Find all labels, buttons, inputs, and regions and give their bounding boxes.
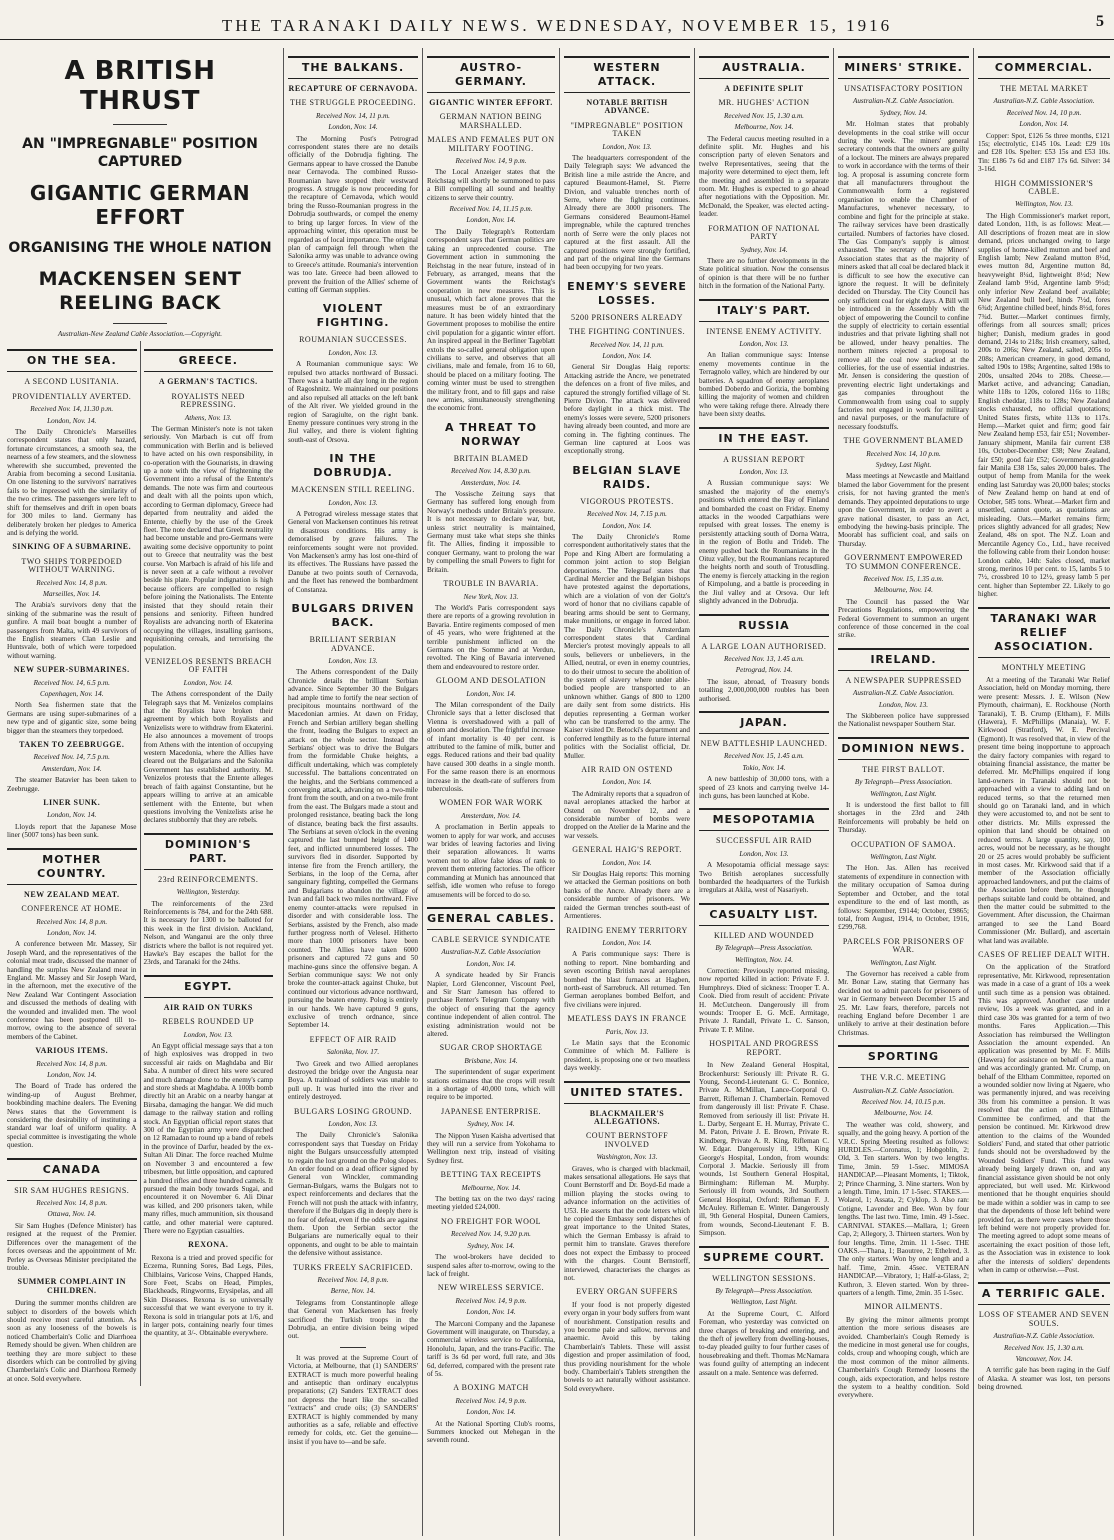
placeline: London, Nov. 14. — [466, 1308, 516, 1317]
placeline: London, Nov. 13. — [739, 849, 789, 858]
section-title: NEW SUPER-SUBMARINES. — [13, 665, 130, 675]
article-text: The Milan correspondent of the Daily Chronicle says that a letter disclosed that Vienna is overshadowed with a pall of gloom and desolation. The frightful increase of infant mortality is 40 per cent. is attributed to the famine of milk, butter and eggs. Reduced rations and their bad quality have caused 300 deaths in a single month. For the same reason there is an enormous increase in the death-rate of sufferers from tuberculosis. — [427, 700, 555, 794]
placeline: London, Nov. 14. — [466, 1408, 516, 1417]
section-title: MESOPOTAMIA — [699, 808, 829, 831]
article-text: Sir Douglas Haig reports: This morning we attacked the German positions on both banks of the Ancre. Already there are a considerable number of prisoners. We raided the German trenches south-east of Armentieres. — [564, 870, 690, 921]
placeline: Marseilles, Nov. 14. — [42, 589, 101, 598]
article-text: A Roumanian communique says: We repulsed two attacks northward of Bussaci. There was a battle all day long in the region of Ragoshnitz. We maintained our positions and also repulsed all attacks on the left bank of the Alt river. We yielded ground in the region of Saragiulte, on the right bank. Enemy pressure continues very strong in the Jiul valley, and there is violent fighting south-east of Orsova. — [288, 360, 418, 444]
column-commercial — [973, 48, 1114, 1536]
article-text: The Council has passed the War Precautions Regulations, empowering the Federal Government to summon an urgent conference of those concerned in the coal strike. — [838, 597, 969, 640]
article-text: A Paris communique says: There is nothing to report. Nine bombarding and seven escorting British naval aeroplanes bombed the blast furnaces at Hagben, north-east of Sarrebruck. All returned. Ten German aeroplanes bombed Belfort, and five civilians were injured. — [564, 950, 690, 1009]
section-title: AIR RAID ON OSTEND — [581, 765, 673, 774]
placeline: Washington, Nov. 13. — [596, 1153, 658, 1162]
dateline: Received Nov. 14, 11 p.m. — [590, 340, 664, 349]
article-text: A Mesopotamia official message says: Two British aeroplanes successfully bombarded the headquarters of the Turkish irregulars at Akila, west of Nasariyeh. — [699, 861, 829, 895]
dateline: Received Nov. 14, 8 p.m. — [36, 578, 108, 587]
section-title: MINERS' STRIKE. — [838, 56, 969, 79]
section-sub: SUCCESSFUL AIR RAID — [716, 836, 812, 846]
section-title: MEATLESS DAYS IN FRANCE — [567, 1014, 687, 1024]
placeline: London, Nov. 14. — [466, 216, 516, 225]
article-text: Le Matin says that the Economic Committee of which M. Falliere is president, is proposing one or two meatless days weekly. — [564, 1038, 690, 1073]
section-sub: 5200 PRISONERS ALREADY — [571, 312, 683, 322]
section-title: OCCUPATION OF SAMOA. — [850, 839, 957, 849]
section-sub: BRILLIANT SERBIAN ADVANCE. — [309, 635, 397, 653]
section-title: VARIOUS ITEMS. — [35, 1046, 109, 1056]
placeline: London, Nov. 14. — [47, 811, 97, 820]
article-text: The headquarters correspondent of the Daily Telegraph says: We advanced the British line a mile astride the Ancre, and captured Beaumont-Hamel, St. Pierre Divion, and valuable trenches north of Serre, where the fighting continues. Already there are 3000 prisoners. The Germans considered Beaumont-Hamel impregnable, while the captured trenches north of Serre were the only places not captured at the first assault. All the captured positions were strongly fortified, and part of the original line the Germans had been occupying for two years. — [564, 154, 690, 272]
placeline: London, Nov. 13. — [328, 348, 378, 357]
section-sub: PROVIDENTIALLY AVERTED. — [12, 391, 132, 401]
section-title: AUSTRALIA. — [699, 56, 829, 79]
dateline: Received Nov. 14, 11 p.m. — [316, 111, 390, 120]
section-title: CANADA — [7, 1158, 137, 1181]
section-title: VIOLENT FIGHTING. — [316, 302, 390, 330]
dateline: Received Nov. 14, 10 p.m. — [866, 449, 941, 458]
dateline: Received Nov. 15, 1.30 a.m. — [724, 111, 804, 120]
placeline: Melbourne, Nov. 14. — [874, 586, 933, 595]
placeline: Melbourne, Nov. 14. — [734, 123, 794, 132]
placeline: London, Nov. 14. — [183, 678, 233, 687]
section-title: TAKEN TO ZEEBRUGGE. — [19, 740, 125, 750]
placeline: Sydney, Nov. 14. — [467, 1241, 515, 1250]
placeline: London, Nov. 14. — [602, 351, 652, 360]
placeline: Wellington, Nov. 14. — [734, 955, 794, 964]
article-text: Copper: Spot, £126 5s three months, £121 15s; electrolytic, £145 10s. Lead: £29 10s and £28 10s. Spelter: £53 15s and £53 10s. Tin: £186 7s 6d and £187 17s 6d. Silver: 34 3-16d. — [978, 131, 1110, 174]
placeline: Tokio, Nov. 14. — [742, 763, 786, 772]
section-title: SUPREME COURT. — [699, 1246, 829, 1269]
placeline: Amsterdam, Nov. 14. — [461, 811, 521, 820]
section-title: AUSTRO-GERMANY. — [427, 56, 555, 93]
section-title: COMMERCIAL. — [978, 56, 1110, 79]
placeline: London, Nov. 14. — [466, 959, 516, 968]
section-sub: CABLE SERVICE SYNDICATE — [431, 934, 551, 944]
column-austro-germany — [422, 48, 559, 1536]
dateline: Received Nov. 14, 7.5 p.m. — [33, 753, 110, 762]
section-sub: 23rd REINFORCEMENTS. — [158, 874, 259, 884]
section-title: TARANAKI WAR RELIEF ASSOCIATION. — [978, 607, 1110, 658]
section-title: JAPAN. — [699, 711, 829, 734]
placeline: London, Nov. 14. — [602, 521, 652, 530]
section-sub: BLACKMAILER'S ALLEGATIONS. — [589, 1108, 665, 1126]
article-text: The wool-brokers have decided to suspend sales after to-morrow, owing to the lack of freight. — [427, 1253, 555, 1278]
section-sub: WELLINGTON SESSIONS. — [712, 1273, 816, 1283]
article-text: At the National Sporting Club's rooms, Summers knocked out Mehegan in the seventh round. — [427, 1419, 555, 1445]
section-title: ENEMY'S SEVERE LOSSES. — [567, 279, 687, 307]
article-text: The Morning Post's Petrograd correspondent states there are no details officially of the Dobrudja fighting. The Germans appear to have crossed the Danube near Cernavoda. The combined Russo-Roumanian have stopped their westward progress. A struggle is now proceeding for the recapture of Cernavoda, which would bring the Russo-Roumanian progress in the Dobrudja southwards, or compel the enemy to bring up larger forces. In view of the approaching winter, this operation must be regarded as of local importance. The original plan of campaign fell through when the Salonika army was unable to advance owing to Greece's attitude. Roumania's intervention was too late. Greece had been allowed to prevent the fruition of the Allies' scheme of cutting off German supplies. — [288, 134, 418, 294]
article-text: North Sea fishermen state that the Germans are using super-submarines of a new type and of gigantic size, some being bigger than the steamers they torpedoed. — [7, 701, 137, 735]
article-text: The steamer Batavier has been taken to Zeebrugge. — [7, 776, 137, 793]
banner-headline: A BRITISH THRUST — [64, 56, 216, 116]
section-title: EVERY ORGAN SUFFERS — [576, 1287, 678, 1297]
article-text: A conference between Mr. Massey, Sir Joseph Ward, and the representatives of the colonial meat trade, discussed the manner of handling the surplus New Zealand meat in England. Mr. Massey and Sir Joseph Ward, in the afternoon, met the executive of the New Zealand War Contingent Association and discussed the methods of dealing with the wounded and invalided men. The wool conference has been postponed till to-morrow, owing to the absence of several members of the Cabinet. — [7, 940, 137, 1041]
placeline: London, Nov. 13. — [739, 468, 789, 476]
section-title: HOSPITAL AND PROGRESS REPORT. — [709, 1039, 819, 1057]
section-sub: THE FIRST BALLOT. — [862, 764, 945, 774]
section-title: TURKS FREELY SACRIFICED. — [292, 1262, 414, 1272]
section-sub: COUNT BERNSTOFF INVOLVED — [585, 1131, 669, 1149]
section-title: DOMINION'S PART. — [144, 833, 274, 870]
article-text: At the Supreme Court, C. Alford Foreman, who yesterday was convicted on three charges of breaking and entering, and the theft of jewellery from dwelling-houses, to-day pleaded guilty to four further cases of housebreaking and theft. Thomas McNamara was found guilty of attempting an indecent assault on a male. Sentence was deferred. — [699, 1309, 829, 1377]
placeline: Melbourne, Nov. 14. — [461, 1183, 521, 1192]
dateline: Received Nov. 14, 8 p.m. — [317, 1275, 389, 1284]
placeline: London, Nov. 13. — [739, 339, 789, 348]
section-sub: A DEFINITE SPLIT — [724, 84, 804, 93]
column-australia — [694, 48, 833, 1536]
article-text: The betting tax on the two days' racing meeting yielded £24,000. — [427, 1195, 555, 1212]
article-text: If your food is not properly digested every organ in your body suffers from want of nourishment. Constipation results and you become pale and sallow, nervous and anaemic. Avoid this by taking Chamberlain's Tablets. These will assist digestion and proper assimilation of food, thus providing nourishment for the whole body. Chamberlain's Tablets strengthen the bowels to act naturally without assistance. Sold everywhere. — [564, 1300, 690, 1393]
column-balkans — [283, 48, 422, 1536]
placeline: Wellington, Last Night. — [870, 853, 937, 862]
placeline: New York, Nov. 13. — [463, 592, 519, 601]
placeline: London, Nov. 13. — [328, 1120, 378, 1129]
placeline: London, Nov. 14. — [466, 689, 516, 698]
placeline: London, Nov. 14. — [47, 928, 97, 937]
dateline: Received Nov. 15, 1.35 a.m. — [863, 574, 944, 583]
placeline: London, Nov. 14. — [602, 938, 652, 947]
divider — [113, 323, 167, 324]
section-title: A BOXING MATCH — [453, 1383, 529, 1393]
article-text: The World's Paris correspondent says there are reports of a growing revolution in Bavaria. Entire regiments composed of men of 45 years, who were frightened at the terrible punishment inflicted on the Germans on the Somme and at Verdun, revolted. The King of Bavaria intervened them and endeavoured to restore order. — [427, 603, 555, 671]
article-text: The reinforcements of the 23rd Reinforcements is 784, and for the 24th 688. It is necessary for 1300 to be balloted for this week in the first division. Auckland, Nelson, and Wanganui are the only three districts where the ballot is not required yet. Hawke's Bay escapes the ballot for the 23rds, and Taranaki for the 24ths. — [143, 899, 273, 967]
section-title: A TERRIFIC GALE. — [978, 1282, 1110, 1305]
dateline: Received Nov. 15, 1.45 a.m. — [724, 752, 804, 761]
placeline: Sydney, Nov. 14. — [879, 108, 928, 117]
section-sub: TWO SHIPS TORPEDOED WITHOUT WARNING. — [21, 556, 123, 575]
section-title: THE GOVERNMENT BLAMED — [843, 436, 964, 446]
column-miners-strike — [833, 48, 973, 1536]
section-sub: A NEWSPAPER SUPPRESSED — [845, 675, 962, 685]
section-title: CASES OF RELIEF DEALT WITH. — [978, 949, 1110, 959]
dateline: Received Nov. 14, 7.15 p.m. — [587, 510, 667, 519]
section-title: BETTING TAX RECEIPTS — [440, 1170, 542, 1180]
section-title: NEW WIRELESS SERVICE. — [437, 1283, 545, 1293]
placeline: Wellington, Last Night. — [870, 958, 937, 967]
article-text: The Athens correspondent of the Daily Chronicle details the brilliant Serbian advance. Since September 30 the Bulgars had ample time to fortify the near section of precipitous mountains northward of the Macedonian armies. At dawn on Friday, French and Serbian artillery began shelling the front, leading the Bulgars to expect an attack on the whole sector. Instead the Serbians' object was to drive the Bulgars from the formidable Chuke heights, a difficult undertaking, which was completely successful. The battalions concentrated on the heights, and the Serbians commenced a converging attack, advancing on a two-mile front from the south, and on a two-mile front from the east. The Bulgars made a stout and prolonged resistance, beating back the long of distance, beating back the first assaults. The Serbians at seven o'clock in the evening captured the last bumped height of 1400 feet, and inflicted unnumbered losses. The survivors fled in disorder. Supported by intense fire from the French artillery, the Serbians, in the loop of the Cerna, after sanguinary fighting, compelled the Germans and Bulgarians to abandon the village of Ivan and fall back two miles northward. Five enemy counter-attacks were repulsed in disorder and with considerable loss. The Serbians, assisted by the French, also made further progress north of Velesel. Hitherto more than 1000 prisoners have been counted. The Allies have taken 6000 prisoners and captured 72 guns and 50 machine-guns since the offensive began. A Serbian communique says: We not only broke the counter-attack against Chuke, but continued our victorious advance northward, pursuing the beaten enemy. Polog is entirely in our hands. We have captured 9 guns, exclusive of trench ordnance, since September 14. — [288, 668, 418, 1030]
placeline: Brisbane, Nov. 14. — [464, 1056, 518, 1065]
article-text: A terrific gale has been raging in the Gulf of Alaska. A steamer was lost, ten persons being drowned. — [978, 1366, 1110, 1392]
section-sub: ROUMANIAN SUCCESSES. — [299, 335, 407, 345]
placeline: London, Nov. 13. — [328, 498, 378, 507]
column-1-split — [4, 341, 276, 1386]
placeline: Vancouver, Nov. 14. — [1015, 1355, 1073, 1364]
section-sub: A RUSSIAN REPORT — [723, 454, 805, 464]
dateline: Received Nov. 14, 8 p.m. — [36, 917, 108, 926]
placeline: London, Nov. 14. — [1019, 120, 1069, 129]
section-sub: VIGOROUS PROTESTS. — [580, 496, 674, 506]
section-sub: SIR SAM HUGHES RESIGNS. — [14, 1185, 130, 1195]
placeline: Petrograd, Nov. 14. — [735, 666, 793, 675]
article-text: The Admiralty reports that a squadron of naval aeroplanes attacked the harbor at Ostend on November 12, and a considerable number of bombs were dropped on the Atelier de la Marine and the war vessels. — [564, 789, 690, 840]
placeline: Sydney, Nov. 14. — [467, 1120, 515, 1129]
dateline: Received Nov. 14, 8.30 p.m. — [451, 467, 531, 476]
placeline: Amsterdam, Nov. 14. — [41, 764, 102, 773]
column-1 — [0, 48, 280, 1536]
article-text: Lloyds report that the Japanese Mose liner (5007 tons) has been sunk. — [7, 822, 137, 840]
article-text: An Egypt official message says that a ton of high explosives was dropped in two successful air raids on Maghdaba and Bir Saba. A number of direct hits were secured and much damage done to the enemy's camp and store sheds at Maghdaba. A 100lb bomb directly hit an Arabic on a nearby hangar at Birsaba, damaging the hangar. We did much damage to the railway station and rolling stock. An Egyptian official report states that 300 of the Egyptian army were dispatched on 12 Ramadan to round up a band of rebels in the province of Darfur, headed by the ex-Sultan Ali Dinar. The force reached Mulme on November 3 and encountered a few tribesmen, but little opposition, and captured a hundred rifles and three hundred camels. It pursued the main body towards Sugai, and encountered it on November 6. Ali Dinar was killed, and 200 prisoners taken, while many rifles, much ammunition, six thousand cattle, and other material were captured. There were no Egyptian casualties. — [143, 1042, 273, 1235]
placeline: London, Nov. 13. — [183, 1030, 233, 1039]
article-text: There are no further developments in the State political situation. Now the consensus of opinion is that there will be no further hitch in the formation of the National Party. — [699, 256, 829, 291]
column-western-attack — [559, 48, 694, 1536]
dateline: Received Nov. 14, 6.5 p.m. — [33, 678, 110, 687]
credit-line: By Telegraph—Press Association. — [715, 1287, 813, 1296]
article-text: Two Greek and two Allied aeroplanes destroyed the bridge over the Angusta near Boya. A trainload of soldiers was unable to pull up. It was hurled into the river and entirely destroyed. — [288, 1059, 418, 1102]
dateline: Received Nov. 14, 8 p.m. — [36, 1059, 108, 1068]
section-sub: MR. HUGHES' ACTION — [718, 98, 810, 108]
placeline: Athens, Nov. 13. — [184, 413, 232, 422]
section-title: JAPANESE ENTERPRISE. — [441, 1106, 541, 1116]
section-title: HIGH COMMISSIONER'S CABLE. — [994, 178, 1094, 197]
section-title: WOMEN FOR WAR WORK — [439, 798, 543, 808]
section-title: WESTERN ATTACK. — [564, 56, 690, 93]
article-text: A Petrograd wireless message states that General von Mackensen continues his retreat in disastrous conditions. His army is demoralised by grave failures. The reinforcements sought were not provided. Von Mackensen's army has lost one-third of its effectives. The Russians have passed the Danube at two points south of Cernavoda, and the fleet has renewed the bombardment of Constanza. — [288, 510, 418, 594]
article-text: The Arabia's survivors deny that the sinking of the submarine was the result of gunfire. A mail boat bought a number of passengers from Malta, with 49 survivors of the English steamers Clan Leslie and Huntsvale, both of which were torpedoed without warning. — [7, 601, 137, 660]
section-title: VENIZELOS RESENTS BREACH OF FAITH — [144, 657, 272, 675]
section-title: UNITED STATES. — [564, 1081, 690, 1104]
dateline: Received Nov. 14, 9 p.m. — [455, 1296, 527, 1305]
section-title: GREECE. — [144, 349, 274, 372]
article-text: In New Zealand General Hospital, Brockenhurst: Seriously ill: Private R. G. Young, Second-Lieutenant G. C. Bonnice, Private A. McMillan, Lance-Corporal O. Barrett, Rifleman J. Chamberlain. Removed from dangerously ill list: Private F. Chase. Removed from seriously ill list: Private H. L. Darby, Sergeant E. H. Murray, Private C. M. Paton, Private J. E. Brown, Private R. Kindberg, Private A. R. King, Rifleman C. W. Edgar. Dangerously ill, 19th, King George's Hospital, London, from wounds: Corporal J. Mackie. Seriously ill from wounds, 1st Southern General Hospital, Birmingham: Rifleman M. Murphy. Seriously ill from wounds, 3rd Southern General Hospital, Oxford: Rifleman F. J. McAuley. Rifleman E. Winter. Dangerously ill, 9th General Hospital, Duneen Camiers, from wounds, Second-Lieutenant F. B. Simpson. — [699, 1061, 829, 1238]
article-text: The Nippon Yusen Kaisha advertised that they will run a service from Yokohama to Wellington next trip, instead of visiting Sydney first. — [427, 1131, 555, 1165]
placeline: Ottawa, Nov. 14. — [47, 1210, 96, 1219]
placeline: London, Nov. 14. — [602, 778, 652, 787]
divider — [113, 124, 167, 125]
article-text: It was proved at the Supreme Court of Victoria, at Melbourne, that (1) SANDERS' EXTRACT is much more powerful healing and antiseptic than ordinary eucalyptus preparations; (2) Sanders 'EXTRACT does not depress the heart like the so-called "extracts" and crude oils; (3) SANDERS' EXTRACT is highly commended by many authorities as a safe, reliable and effective remedy for colds, etc. Get the genuine—insist if you have to—and be safe. — [288, 1353, 418, 1446]
section-title: THE BALKANS. — [288, 56, 418, 79]
article-text: The Athens correspondent of the Daily Telegraph says that M. Venizelos complains that the Royalists have broken their agreement by which both Royalists and Venizelists were to withdraw from Ekaterini. He also announces a movement of troops from Athens with the intention of occupying western Macedonia, where the Allies have cleared out the Bulgarians and the Salonika Government has established authority. M. Venizelos protests that the Entente alleges breach of faith against Constantine, but he appears willing to arrive at an amicable settlement with the Entente, but when questions involving the Venizelists arise he declares stubbornly that they are rebels. — [143, 690, 273, 825]
section-title: BELGIAN SLAVE RAIDS. — [572, 463, 682, 491]
section-sub: RECAPTURE OF CERNAVODA. — [288, 84, 418, 93]
article-text: Correction: Previously reported missing, now reported killed in action: Private F. J. Humphreys. Died of sickness: Trooper T. A. Cook. Died from result of accident: Private H. McCutcheon. Dangerously ill from wounds: Trooper E. G. McE. Armitage, Private J. Randall, Private L. C. Sanson, Private T. P. Milne. — [699, 967, 829, 1034]
section-sub: GERMAN NATION BEING MARSHALLED. — [439, 112, 543, 130]
section-sub: GIGANTIC WINTER EFFORT. — [429, 98, 553, 107]
section-title: RUSSIA — [699, 614, 829, 637]
placeline: Wellington, Last Night. — [870, 789, 937, 798]
placeline: Amsterdam, Nov. 14. — [461, 478, 521, 487]
section-title: NO FREIGHT FOR WOOL — [440, 1216, 542, 1226]
banner-subhead-4: MACKENSEN SENT REELING BACK — [38, 268, 242, 314]
placeline: Wellington, Nov. 13. — [1014, 200, 1074, 209]
section-title: BULGARS DRIVEN BACK. — [291, 602, 415, 630]
section-title: MOTHER COUNTRY. — [7, 848, 137, 885]
section-sub: AIR RAID ON TURKS — [163, 1002, 253, 1012]
article-text: The Daily Chronicle's Salonika correspondent says that Tuesday on Friday night the Bulgars unsuccessfully attempted to regain the lost ground on the Polog slopes. An order found on a dead officer signed by General von Winckler, commanding German-Bulgars, warns the Bulgars not to expect reinforcements and declares that the French will not push the attack with infantry, therefore if the Bulgars dig in deeply there is no fear of defeat, even if the odds are against them. Upon the Serbian sector the Bulgarians are numerically equal to their opponents, and ought to be able to maintain the defensive without assistance. — [288, 1131, 418, 1258]
placeline: Wellington, Yesterday. — [176, 888, 240, 897]
section-sub: NOTABLE BRITISH ADVANCE. — [586, 98, 668, 116]
section-sub: THE STRUGGLE PROCEEDING. — [290, 98, 416, 108]
section-title: LINER SUNK. — [43, 798, 101, 808]
section-title: ITALY'S PART. — [699, 299, 829, 322]
divider — [340, 1347, 366, 1348]
section-title: GOVERNMENT EMPOWERED TO SUMMON CONFERENCE. — [844, 553, 963, 571]
banner-subhead-1: AN "IMPREGNABLE" POSITION CAPTURED — [22, 136, 258, 170]
article-text: The Daily Chronicle's Marseilles correspondent states that only hazard, fortunate circumstances, a smooth sea, the nearness of a few steamers, and the slowness wherewith she succumbed, prevented the Arabia from becoming a second Lusitania. On one listening to the survivors' narratives fails to be impressed with the similarity of the two crimes. The passengers were left to shift for themselves and drift in open boats for 300 miles to land. Germany has deliberately broken her pledges to America and is defying the world. — [7, 428, 137, 537]
article-text: Mass meetings at Newcastle and Maitland blamed the labor Government for the present crisis, for not having granted the men's demands. They appointed deputations to urge upon the Government, in order to avert a grave national disaster, to pass an Act, embodying the hewing-basis principle. The Moorabl has sufficient coal, and sails on Thursday. — [838, 472, 969, 548]
article-text: A proclamation in Berlin appeals to women to apply for war work, and accuses war brides of leaving factories and living their separation allowances. It warns women not to allow false ideas of rank to prevent them entering factories. The officer commanding at Munich has announced that selfish, idle women who refuse to forego amusements will be forced to do so. — [427, 823, 555, 899]
placeline: Sydney, Last Night. — [875, 461, 932, 470]
section-sub: LOSS OF STEAMER AND SEVEN SOULS. — [978, 1310, 1110, 1328]
section-title: IRELAND. — [838, 648, 969, 671]
section-sub: THE V.R.C. MEETING — [860, 1073, 947, 1083]
article-text: The Skibbereen police have suppressed the Nationalist newspaper Southern Star. — [838, 712, 969, 729]
dateline: Received Nov. 14, 10 p.m. — [1006, 108, 1082, 117]
section-sub: ROYALISTS NEED REPRESSING. — [171, 391, 245, 410]
section-title: GENERAL CABLES. — [427, 907, 555, 930]
article-text: The Vossische Zeitung says that Germany has suffered long enough from Norway's methods under Britain's pressure. It is not necessary to declare war, but, unless strict neutrality is maintained, Germany must take what steps she thinks fit. The Allies, finding it impossible to conquer Germany, want to prolong the war by compelling the small Powers to fight for Britain. — [427, 490, 555, 574]
placeline: Sydney, Nov. 14. — [740, 245, 788, 254]
dateline: Received Nov. 14, 10.15 p.m. — [861, 1098, 946, 1106]
section-title: DOMINION NEWS. — [838, 737, 969, 760]
section-title: MINOR AILMENTS. — [864, 1302, 943, 1312]
section-sub: MONTHLY MEETING — [1001, 662, 1087, 672]
banner-subhead-2: GIGANTIC GERMAN EFFORT — [29, 181, 251, 229]
article-text: Rexona is a tried and proved specific for Eczema, Running Sores, Bad Legs, Piles, Chilblains, Varicose Veins, Chapped Hands, Sore Feet, Scabs on Head, Pimples, Blackheads, Ringworms, Erysipelas, and all Skin Diseases. Rexona is so universally successful that we want everyone to try it. Rexona is sold in triangular pots at 1/6, and in larger pots, containing nearly four times the quantity, at 3/-. Obtainable everywhere. — [143, 1253, 273, 1338]
placeline: London, Nov. 13. — [602, 142, 652, 151]
placeline: London, Nov. 14. — [328, 123, 378, 132]
section-sub: CONFERENCE AT HOME. — [21, 904, 123, 914]
masthead — [0, 0, 1114, 40]
section-sub: KILLED AND WOUNDED — [714, 930, 814, 940]
dateline: Received Nov. 14, 9.20 p.m. — [451, 1230, 531, 1239]
banner-subhead-3: ORGANISING THE WHOLE NATION — [8, 240, 272, 256]
section-sub: REBELS ROUNDED UP — [162, 1017, 255, 1027]
section-title: SUMMER COMPLAINT IN CHILDREN. — [17, 1277, 126, 1295]
section-title: PARCELS FOR PRISONERS OF WAR. — [842, 936, 965, 955]
article-text: The Daily Telegraph's Rotterdam correspondent says that German politics are taking an unprecedented course. The Government action in summoning the Reichstag in the near future, instead of in February, as arranged, means that the Government wants the Reichstag's cooperation in new measures. This is unusual, which fact alone proves that the measures must be of an extraordinary nature. It has been widely hinted that the Government proposes to mobilise the entire civil population for a gigantic winter effort. An inspired appeal in the Berliner Tageblatt extols the so-called general obligation upon civilians to serve, and observes that all civilians, male and female, from 16 to 60, should be placed on a military footing. The coming winter must be used to strengthen the military front, and to fill gaps and raise new armies, simultaneously strengthening the economic front. — [427, 227, 555, 413]
section-title: IN THE EAST. — [699, 427, 829, 450]
section-title: SPORTING — [838, 1045, 969, 1068]
article-text: The Federal caucus meeting resulted in a definite split. Mr. Hughes and his conscription party of eleven Senators and twelve Representatives, seeing that the majority were determined to eject them, left the meeting and assembled in a separate room. Mr. Hughes is expected to go ahead after negotiations with the Opposition. Mr. McDonald, the Speaker, was elected acting-leader. — [699, 134, 829, 219]
placeline: London, Nov. 14. — [47, 416, 97, 425]
article-text: The German Minister's note is not taken seriously. Von Marbach is cut off from communication with Berlin and is believed to have acted on his own responsibility, in co-operation with the Gounarists, in drawing up a note with the view of frightening the Government into a refusal of the Entente's demands. The note was firm and courteous and dealt with all the points upon which, according to German diplomacy, Greece had departed from neutrality and aided the Entente, chiefly by the use of the Greek fleet. The note declared that Greek neutrality had become unstable and pro-Germans were awaiting some decisive opportunity to point out to Greece that neutrality was the best course. Von Marbach is afraid of his life and is never seen at a cafe without a revolver beside his plate. Popular indignation is high because officers are compelled to resign before joining the Nationalists. The Entente insisted that they should retain their pensions and seniority. Fifteen hundred Royalists are advancing north of Ekaterina occupying the villages, installing garrisons, requisitioning cereals, and terrorising the population. — [143, 425, 273, 652]
section-title: SINKING OF A SUBMARINE. — [12, 542, 132, 552]
dateline: Received Nov. 14, 8 p.m. — [36, 1199, 108, 1208]
placeline: Salonika, Nov. 17. — [326, 1048, 380, 1057]
article-text: A syndicate headed by Sir Francis Napier, Lord Glenconner, Viscount Peel, and Sir Starr Jameson has offered to purchase Renter's Telegram Company with the object of ensuring that the agency continue independent of alien control. The existing administration would not be altered. — [427, 971, 555, 1038]
placeline: Melbourne, Nov. 14. — [874, 1109, 933, 1118]
section-sub: NEW BATTLESHIP LAUNCHED. — [700, 738, 828, 748]
section-title: BULGARS LOSING GROUND. — [294, 1106, 412, 1116]
section-sub: BRITAIN BLAMED — [453, 453, 529, 463]
dateline: Received Nov. 15, 1.30 a.m. — [1004, 1343, 1084, 1352]
section-title: RAIDING ENEMY TERRITORY — [566, 925, 688, 935]
placeline: London, Nov. 13. — [878, 700, 929, 709]
section-title: REXONA. — [188, 1240, 229, 1250]
section-title: A THREAT TO NORWAY — [445, 420, 537, 448]
article-text: The Daily Chronicle's Rome correspondent authoritatively states that the Pope and King Albert are formulating a common joint action to stop Belgian deportations. The Telegraaf states that Cardinal Mercier and the Belgian bishops have protested against the deportations, which are a violation of von der Goltz's word of honor that no civilians capable of bearing arms should be sent to Germany, make munitions, or engage in forced labor. The Daily Chronicle's Amsterdam correspondent states that Cardinal Mercier's protest movingly appeals to all souls, believers or unbelievers, in the Allied, neutral, or even in enemy countries, to do their utmost to secure the abolition of the system of slavery where under able-bodied people are transported to an unknown whither. Gangs of 800 to 1200 are daily sent from some districts. His deputies representing a German worker who can be transferred to the army. The Kaiser visited Dr. Betocki's department and conferred lengthily as to the future internal politics with the Socialist official, Dr. Muller. — [564, 533, 690, 760]
article-text: The High Commissioner's market report, dated London, 11th, is as follows: Meat.—All descriptions of frozen meat are in slow demand, prices unchanged owing to large supplies of home-killed mutton and beef and English lamb; New Zealand mutton 8½d, ewes mutton 8d, Argentine mutton 8d, heavyweight 8¼d, lightweight 8½d; New Zealand lamb 9½d, Argentine lamb 9½d; only inferior New Zealand beef available; New Zealand bull beef, hinds 7½d, fores 6¾d; Argentine chilled beef, hinds 8½d, fores 7¾d. Butter.—Market continues firmly, offerings from all sources small; prices higher; Danish, medium grades in good demand, 214s to 218s; Irish creamery, salted, 200s to 206s; New Zealand, salted, 205s to 208s; American creamery, in good demand, salted 190s to 198s; Argentine, salted 198s to 200s, unsalted 204s to 208s. Cheese.—Market active, and advancing; Canadian, white 118s to 120s, colored 116s to 118s; English cheddar, 118s to 128s; New Zealand stocks exhausted, no official quotations; United States firsts, white 113s to 117s. Hemp.—Market quiet and firm; good fair New Zealand hemp £53, fair £51; November-January shipment, Manila fair current £38 10s, October-December £38; New Zealand, fair £50; good fair £52; Government-graded fair Manila £38 15s, sales 20,000 bales. The output of hemp from Manila for the week ending last Saturday was 20,000 bales; stocks of New Zealand hemp on hand at end of October, 585 tons. Wheat.—Market firm and unsettled, cannot quote, as quotations are misleading. Oats.—Market remains firm; prices slightly advanced for all grades; New Zealand, 48s on spot. The N.Z. Loan and Mercantile Agency Co., Ltd., have received the following cable from their London house: London cable, 14th: Sales closed, market strong, merinos 10 per cent. to 15, lambs 5 to 7½, crossbred 10 to 12½, greasy lamb 5 per cent. higher than September 22. Likely to go higher. — [978, 211, 1110, 599]
section-title: ON THE SEA. — [7, 349, 137, 372]
section-sub: A GERMAN'S TACTICS. — [158, 377, 258, 387]
credit-line: Australian-N.Z. Cable Association. — [852, 1086, 955, 1095]
placeline: London, Nov. 14. — [47, 1071, 97, 1079]
section-sub: NEW ZEALAND MEAT. — [24, 889, 120, 899]
article-text: The Board of Trade has ordered the winding-up of August Brehmer, bookbinding machine dealers. The Evening News states that the Government is considering the desirability of instituting a standard war loaf of uniform quality. A special committee is investigating the whole question. — [7, 1082, 137, 1150]
article-text: General Sir Douglas Haig reports: Attacking astride the Ancre, we penetrated the defences on a front of five miles, and captured the strongly fortified village of St. Pierre Divion. The attack was delivered before daylight in a thick mist. The enemy's losses were severe, 5200 prisoners having already been counted, and more are coming in. The fighting continues. The German line captured at Loos was exceptionally strong. — [564, 363, 690, 456]
credit-line: By Telegraph—Press Association. — [854, 778, 953, 787]
section-sub: INTENSE ENEMY ACTIVITY. — [706, 326, 822, 336]
article-text: A Russian communique says: We smashed the majority of the enemy's positions which entered the Bay of Finland and bombarded the coast on Friday. Enemy attacks in the wooded Carpathians were repulsed with great losses. The enemy is persistently attacking south of Dorna Watra, in the region of Botlu and Trideb. The enemy pushed back the Roumanians in the Oituz valley, but the Roumanians recaptured the heights north and south of Trotusdling. The enemy is fiercely attacking in the region of Kimpolung, and a battle is proceeding in the Jiul valley and at Orsova. Our left slightly advanced in the Dobrudja. — [699, 479, 829, 606]
placeline: Berne, Nov. 14. — [330, 1287, 376, 1296]
credit-line: Australian-N.Z. Cable Association. — [993, 1332, 1095, 1341]
sub-column-1b — [140, 341, 277, 1386]
placeline: Wellington, Last Night. — [730, 1298, 798, 1307]
section-sub: A SECOND LUSITANIA. — [24, 377, 120, 387]
masthead-title: THE TARANAKI DAILY NEWS. WEDNESDAY, NOVEMBER 15, 1916 — [221, 16, 893, 35]
placeline: Copenhagen, Nov. 14. — [39, 690, 104, 698]
article-text: Sir Sam Hughes (Defence Minister) has resigned at the request of the Premier. Differences over the management of the forces overseas and the appointment of Mr. Perley as Overseas Minister precipitated the trouble. — [7, 1221, 137, 1272]
section-title: SUGAR CROP SHORTAGE — [439, 1043, 543, 1053]
article-text: The Hon. Jas. Allen has received statements of expenditure in connection with the military occupation of Samoa during September and October, and the total expenditure to the end of last month, as follows: September, £9144; October, £9865; total, from August, 1914, to October, 1916, £299,768. — [838, 864, 969, 932]
dateline: Received Nov. 14, 11.30 p.m. — [30, 405, 114, 414]
article-text: The superintendent of sugar experiment stations estimates that the crops will result in a shortage of 40,000 tons, which will require to be imported. — [427, 1068, 555, 1102]
dateline: Received Nov. 13, 1.45 a.m. — [724, 654, 804, 663]
section-sub: THE METAL MARKET — [1000, 84, 1088, 93]
placeline: London, Nov. 13. — [328, 656, 378, 665]
article-text: The Marconi Company and the Japanese Government will inaugurate, on Thursday, a commercial wireless service to California, Honolulu, Japan, and the trans-Pacific. The tariff is 3s 6d per word, full rate, and 30s 6d, deferred, compared with the present rate of 5s. — [427, 1319, 555, 1378]
article-text: During the summer months children are subject to disorders of the bowels which should receive most careful attention. As soon as any looseness of the bowels is noticed Chamberlain's Colic and Diarrhoea Remedy should be given. When children are teething they are more subject to these disorders which can be controlled by giving Chamberlain's Colic and Diarrhoea Remedy at once. Sold everywhere. — [7, 1299, 137, 1383]
credit-line: Australian-N.Z. Cable Association. — [852, 689, 955, 698]
article-text: Graves, who is charged with blackmail, makes sensational allegations. He says that Count Bernstorff and Dr. Boyd-Ed made a million playing the stocks owing to advance information on the activities of U53. He asserts that the code letters which he copied the Embassy sent dispatches of great importance to the United States, which the German Embassy is afraid to permit him to translate. Graves therefore does not expect the Embassy to proceed with the charges. Count Bernstorff, interviewed, characterises the charges as not. — [564, 1164, 690, 1282]
section-sub: MALES AND FEMALES PUT ON MILITARY FOOTING. — [427, 135, 555, 153]
section-sub: "IMPREGNABLE" POSITION TAKEN — [570, 120, 684, 139]
section-title: TROUBLE IN BAVARIA. — [443, 579, 539, 589]
section-title: CASUALTY LIST. — [699, 903, 829, 926]
placeline: Paris, Nov. 13. — [605, 1027, 649, 1036]
article-text: By giving the minor ailments prompt attention the more serious diseases are avoided. Chamberlain's Cough Remedy is the medicine in most general use for coughs, colds, croup and whooping cough, which are the most common of the minor ailments. Chamberlain's Cough Remedy loosens the cough, aids expectoration, and helps restore the system to a healthy condition. Sold everywhere. — [838, 1315, 969, 1400]
article-text: An Italian communique says: Intense enemy movements continue in the Terragnolo valley, which are hindered by our batteries. A squadron of enemy aeroplanes bombed Doberdo and Gorizia, the bombing killing the majority of women and children who were taking refuge there. Already there have been sixty deaths. — [699, 351, 829, 419]
section-title: GENERAL HAIG'S REPORT. — [572, 845, 682, 855]
dateline: Received Nov. 14, 11.15 p.m. — [449, 205, 533, 214]
credit-line: Australian-N.Z. Cable Association. — [852, 97, 955, 106]
section-title: IN THE DOBRUDJA. — [313, 452, 393, 480]
placeline: London, Nov. 14. — [602, 858, 652, 867]
article-text: Mr. Holman states that probably developments in the coal strike will occur during the week. The miners' general secretary contends that the owners are guilty of a lockout. The miners are always prepared to work in accordance with the terms of their log. A proposal is assuming concrete form that all manufacturers throughout the Commonwealth form a registered organisation to enable the Chamber of Manufactures, whenever necessary, to combine and fight for the principle at stake. The railway services have been drastically curtailed. Numbers of factories have closed. The Gas Company's supply is almost exhausted. The secretary of the Miners' Association states that as the majority of miners asked that all coal be declared black it is difficult to see how the executive can ignore the request. It will be definitely decided on Thursday. The City Council has only sufficient coal for eight days. A Bill will be introduced in the Assembly with the object of empowering the Council to confine the supply of electricity to certain essential industries and that private lighting shall not be allowed, under heavy penalties. The northern miners rejected a proposal to remove all the coal now stacked at the collieries, for the use of essential industries. Mr. Jensen is considering the question of preventing electric light undertakings and gas companies throughout the Commonwealth from using coal to supply factories not engaged in work for military and naval purposes, or the manufacture of necessary foodstuffs. — [838, 120, 969, 431]
section-title: GLOOM AND DESOLATION — [436, 676, 546, 686]
section-sub: MACKENSEN STILL REELING. — [291, 485, 415, 495]
section-sub: A LARGE LOAN AUTHORISED. — [701, 641, 827, 651]
article-text: At a meeting of the Taranaki War Relief Association, held on Monday morning, there were present: Messrs. J. E. Wilson (New Plymouth, chairman), E. Rockhouse (North Taranaki), T. B. Crump (Eltham), F. Mills (Hawera), F. McPhillips (Manaia), W. F. Kirkwood (Stratford), W. E. Percival (Egmont). It was resolved that, in view of the present time being inopportune to approach the dairy factory companies with regard to obtaining financial assistance, the matter be deferred. Mr. McPhillips enquired if long land-owners in Taranaki should not be approached with a view to adding land on reduced terms, so that the returned men should go on Taranaki land, and in which they were accustomed to, and not be sent to other districts. Mr. Mills expressed the opinion that land should be obtained on reduced terms. A large quantity, say, 100 acres, would not be necessary, as he thought 20 or 25 acres would probably be sufficient in most cases. Mr. Kirkwood said that if a member of the Association officially approached landowners, and put the claims of the Association before them, he thought perhaps suitable land could be obtained, and then the matter could be submitted to the Government. After discussion, the Chairman arranged to see the Land Board Commissioner (Mr. Bullard), and ascertain what land was available. — [978, 675, 1110, 945]
article-text: The Local Anzeiger states that the Reichstag will shortly be summoned to pass a Bill compelling all sound and healthy citizens to serve their country. — [427, 168, 555, 202]
credit-line: Australian-N.Z. Cable Association. — [993, 97, 1095, 106]
article-text: It is understood the first ballot to fill shortages in the 23rd and 24th Reinforcements will probably be held on Thursday. — [838, 801, 969, 835]
article-text: The Governor has received a cable from Mr. Bonar Law, stating that Germany has decided not to admit parcels for prisoners of war in Germany between December 15 and 25. Mr. Law fears, therefore, parcels not reaching England before December 1 are unlikely to arrive at their destination before Christmas. — [838, 969, 969, 1037]
article-text: A new battleship of 30,000 tons, with a speed of 23 knots and carrying twelve 14-inch guns, has been launched at Kobe. — [699, 775, 829, 800]
article-text: Telegrams from Constantinople allege that General von Mackensen has freely sacrificed the Turkish troops in the Dobrudja, an entire division being wiped out. — [288, 1298, 418, 1341]
section-title: EGYPT. — [144, 975, 274, 998]
credit-line: Australian-New Zealand Cable Association.—Copyright. — [57, 330, 223, 338]
article-text: The weather was cold, showery, and squally, and the going heavy. A portion of the V.R.C. Spring Meeting resulted as follows: HURDLES.—Coronatus, 1; Hobgoblin, 2; Old, 3. Ten starters. Won by two lengths. Time, 3min. 59 1-5sec. MIMOSA HANDICAP.—Pleasant Moments, 1; Tiktok, 2; Prince Charming, 3. Nine starters. Won by a length. Time, 1min. 17 1-5sec. STAKES.—Wolarol, 1; Assata, 2; Cyklop, 3. Also ran: Cotigne, Lavender and Bee. Won by four lengths. The last two. Time, 1min. 49 1-5sec. CARNIVAL STAKES.—Mallara, 1; Green Cap, 2; Allegory, 3. Thirteen starters. Won by four lengths. Time, 2min. 11 1-5sec. THE OAKS.—Thana, 1; Baoutree, 2; Ethelred, 3. The only starters. Won by one length and a half. Time, 2min. 45sec. VETERAN HANDICAP.—Vibratory, 1; Half-a-Glass, 2; Kuthron, 3. Eleven started. Won by three-quarters of a length. Time, 2min. 35 1-5sec. — [838, 1120, 969, 1297]
section-sub: UNSATISFACTORY POSITION — [844, 84, 963, 93]
credit-line: By Telegraph—Press Association. — [715, 944, 813, 953]
credit-line: Australian-N.Z. Cable Association — [441, 948, 541, 957]
dateline: Received Nov. 14, 9 p.m. — [455, 157, 527, 166]
page-number: 5 — [1096, 13, 1104, 30]
dateline: Received Nov. 14, 9 p.m. — [455, 1396, 527, 1405]
article-text: The issue, abroad, of Treasury bonds totalling 2,000,000,000 roubles has been authorised. — [699, 677, 829, 703]
section-title: FORMATION OF NATIONAL PARTY — [708, 223, 820, 242]
section-sub: THE FIGHTING CONTINUES. — [568, 327, 686, 337]
sub-column-1a — [4, 341, 140, 1386]
article-text: On the application of the Stratford representative, Mr. Kirkwood, representation was made in a case of a grant of 10s a week until such time as a pension was obtained. This was approved. Another case under review, 10s a week was granted, and in a third case 30s was granted for a term of two months. Fares Application.—This Association has reimbursed the Wellington Association the amount expended. An application was presented by Mr. F. Mills (Hawera) for assistance on behalf of a man, and was accordingly granted. Mr. Crump, on behalf of the Eltham Committee, reported on a wounded soldier now living at Ngaere, who was permanently injured, and was receiving 30s from his committee a pension. It was resolved that the action of the Eltham Committee be confirmed, and that the pension be continued. Mr. Kirkwood drew attention to the claims of the Wounded Soldiers' Fund, and stated that other patriotic funds should not be overshadowed by the Wounded Soldiers' Fund. This fund was already being largely drawn on, and any financial assistance given should be not only appreciated, but well used. Mr. Kirkwood mentioned that he thought enquiries should be made within a soldier was in camp to see that the dependents of those left behind were provided for, as there were cases where those left behind were not properly provided for. The meeting agreed to adopt some means of ascertaining the exact position of those left, as the Association was in existence to look after the interests of soldiers' dependents when in camp or otherwise.—Post. — [978, 963, 1110, 1274]
section-title: EFFECT OF AIR RAID — [309, 1034, 397, 1044]
